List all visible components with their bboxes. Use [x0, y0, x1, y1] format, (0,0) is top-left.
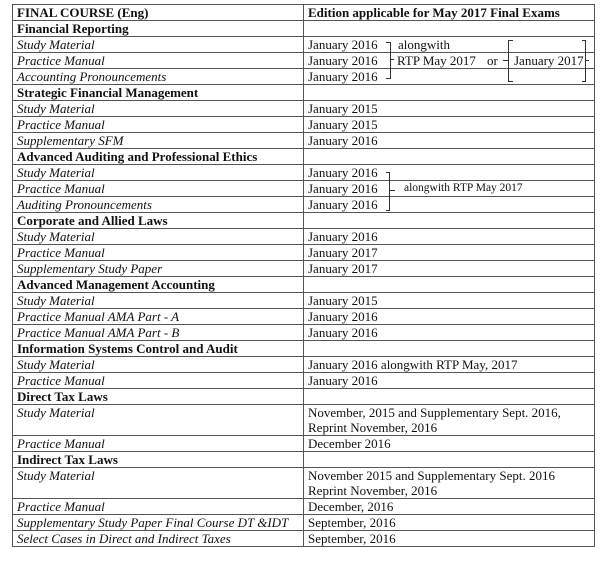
table-row	[13, 405, 595, 436]
section-row	[13, 389, 595, 405]
item-edition: January 2016	[304, 309, 595, 325]
item-edition: December, 2016	[304, 499, 595, 515]
section-title: Advanced Auditing and Professional Ethics	[13, 149, 304, 165]
fr-or: or	[487, 53, 498, 68]
item-edition: November, 2015 and Supplementary Sept. 2016,	[308, 405, 561, 420]
item-edition: January 2016	[304, 133, 595, 149]
item-edition-line2: Reprint November, 2016	[308, 420, 438, 435]
item-name: Study Material	[13, 293, 304, 309]
section-row	[13, 149, 595, 165]
item-name: Practice Manual	[13, 117, 304, 133]
section-title: Indirect Tax Laws	[13, 452, 304, 468]
item-name: Study Material	[13, 101, 304, 117]
item-edition: January 2016	[304, 197, 595, 213]
item-name: Practice Manual	[13, 373, 304, 389]
table-row	[13, 133, 595, 149]
item-edition: January 2015	[304, 293, 595, 309]
section-title: Corporate and Allied Laws	[13, 213, 304, 229]
item-edition: January 2016	[304, 181, 595, 197]
item-name: Practice Manual	[13, 53, 304, 69]
item-edition: January 2016	[304, 229, 595, 245]
section-row	[13, 85, 595, 101]
section-row	[13, 277, 595, 293]
item-name: Study Material	[13, 357, 304, 373]
item-name: Study Material	[13, 229, 304, 245]
item-name: Practice Manual	[13, 245, 304, 261]
table-row	[13, 245, 595, 261]
item-edition: January 2015	[304, 117, 595, 133]
item-name: Practice Manual	[13, 436, 304, 452]
item-edition: December 2016	[304, 436, 595, 452]
item-edition-line2: Reprint November, 2016	[308, 483, 438, 498]
bracket-tick-icon	[586, 60, 589, 61]
item-edition: September, 2016	[304, 531, 595, 547]
section-row	[13, 452, 595, 468]
item-edition: January 2016	[304, 325, 595, 341]
header-row	[13, 5, 595, 21]
item-name: Study Material	[13, 405, 304, 436]
item-edition: September, 2016	[304, 515, 595, 531]
item-name: Practice Manual	[13, 181, 304, 197]
section-title: Financial Reporting	[13, 21, 304, 37]
item-name: Supplementary SFM	[13, 133, 304, 149]
item-name: Study Material	[13, 468, 304, 499]
item-name: Study Material	[13, 37, 304, 53]
section-row	[13, 341, 595, 357]
bracket-tick-icon	[390, 190, 395, 191]
item-edition-cell	[304, 405, 595, 436]
bracket-right-icon	[386, 42, 391, 79]
header-course: FINAL COURSE (Eng)	[13, 5, 304, 21]
bracket-tick-icon	[390, 59, 394, 60]
section-row	[13, 213, 595, 229]
editions-table	[12, 4, 595, 547]
table-row	[13, 197, 595, 213]
item-edition: January 2016	[304, 53, 595, 69]
item-edition: November 2015 and Supplementary Sept. 2016	[308, 468, 555, 483]
item-edition: January 2016	[308, 37, 378, 52]
item-name: Accounting Pronouncements	[13, 69, 304, 85]
section-title: Direct Tax Laws	[13, 389, 304, 405]
table-row	[13, 101, 595, 117]
header-edition: Edition applicable for May 2017 Final Exams	[304, 5, 595, 21]
table-row	[13, 515, 595, 531]
item-edition: January 2016	[304, 373, 595, 389]
item-edition: January 2016 alongwith RTP May, 2017	[304, 357, 595, 373]
section-title: Advanced Management Accounting	[13, 277, 304, 293]
item-name: Study Material	[13, 165, 304, 181]
bracket-left-icon	[508, 40, 513, 82]
item-edition: January 2017	[304, 261, 595, 277]
fr-alt-edition: January 2017	[514, 53, 584, 68]
table-row	[13, 261, 595, 277]
table-row	[13, 468, 595, 499]
item-name: Select Cases in Direct and Indirect Taxes	[13, 531, 304, 547]
table-row	[13, 436, 595, 452]
table-row	[13, 531, 595, 547]
table-row	[13, 325, 595, 341]
table-row	[13, 293, 595, 309]
bracket-right-icon	[582, 40, 586, 82]
item-name: Auditing Pronouncements	[13, 197, 304, 213]
table-row	[13, 37, 595, 53]
item-edition-cell	[304, 37, 595, 68]
item-edition: January 2016	[308, 165, 378, 180]
item-edition-cell	[304, 468, 595, 499]
table-row	[13, 373, 595, 389]
bracket-right-icon	[386, 172, 390, 211]
table-row	[13, 357, 595, 373]
section-title: Information Systems Control and Audit	[13, 341, 304, 357]
item-name: Practice Manual	[13, 499, 304, 515]
item-edition: January 2015	[304, 101, 595, 117]
item-edition-cell	[304, 165, 595, 194]
table-row	[13, 117, 595, 133]
item-name: Supplementary Study Paper Final Course DT &IDT	[13, 515, 304, 531]
item-name: Supplementary Study Paper	[13, 261, 304, 277]
fr-alongwith: alongwith	[398, 37, 450, 52]
item-name: Practice Manual AMA Part - A	[13, 309, 304, 325]
item-name: Practice Manual AMA Part - B	[13, 325, 304, 341]
table-row	[13, 165, 595, 181]
item-edition: January 2017	[304, 245, 595, 261]
aa-note: alongwith RTP May 2017	[404, 182, 523, 194]
fr-rtp: RTP May 2017	[397, 53, 476, 68]
section-row	[13, 21, 595, 37]
item-edition: January 2016	[304, 69, 595, 85]
section-title: Strategic Financial Management	[13, 85, 304, 101]
table-row	[13, 229, 595, 245]
table-row	[13, 309, 595, 325]
table-row	[13, 499, 595, 515]
